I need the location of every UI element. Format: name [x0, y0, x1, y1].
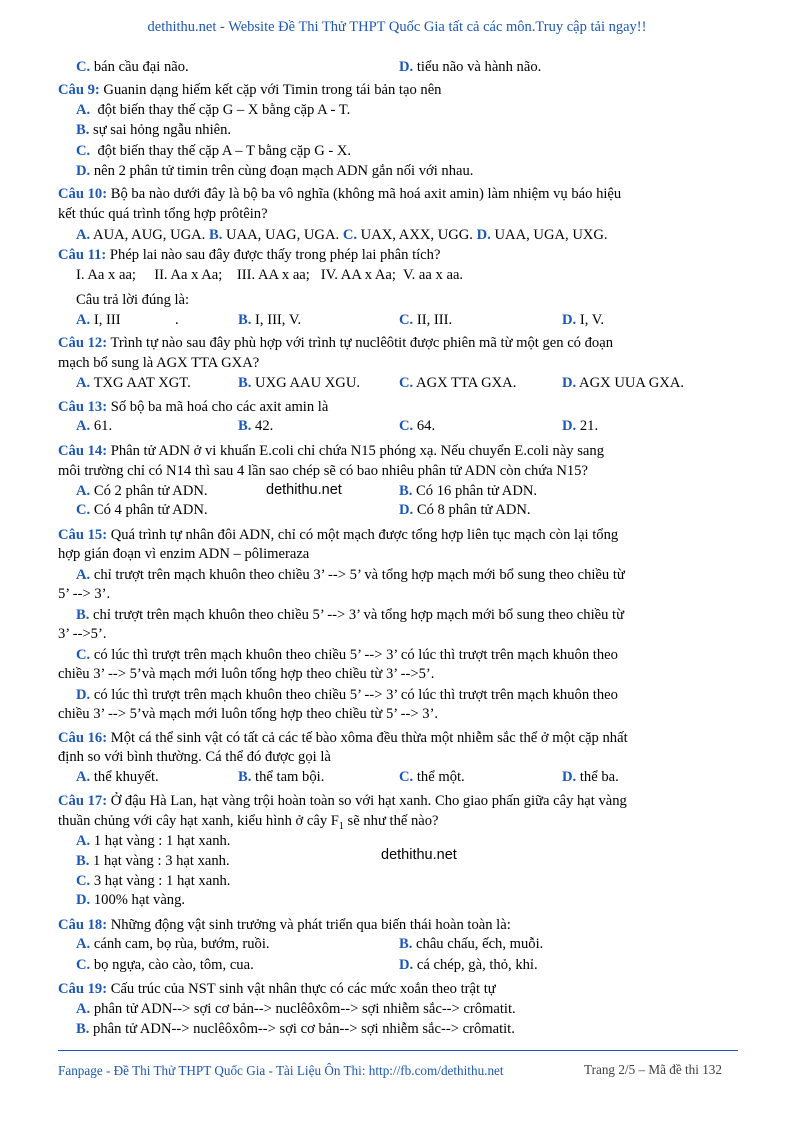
q11-stem [58, 245, 440, 265]
q14-a [76, 481, 208, 501]
q12-a [76, 373, 191, 393]
option-text: chỉ trượt trên mạch khuôn theo chiều 5’ --> 3’ và tổng hợp mạch mới bổ sung theo chiều từ [93, 607, 625, 623]
option-label: C. [76, 143, 91, 159]
option-label: D. [562, 312, 577, 328]
option-label: D. [562, 769, 577, 785]
option-label: B. [76, 607, 90, 623]
option-label: B. [209, 227, 223, 243]
question-number: Câu 17: [58, 793, 108, 809]
option-label: A. [76, 833, 91, 849]
q17-stem [58, 791, 627, 811]
option-label: B. [238, 375, 252, 391]
q12-stem-2: mạch bổ sung là AGX TTA GXA? [58, 355, 260, 371]
option-label: C. [76, 957, 91, 973]
q11-prompt: Câu trả lời đúng là: [76, 292, 190, 308]
option-label: B. [238, 769, 252, 785]
q17-c [76, 871, 230, 891]
q13-b [238, 416, 273, 436]
q9-d [76, 161, 473, 181]
question-number: Câu 11: [58, 247, 107, 263]
option-label: B. [399, 483, 413, 499]
page-header-link[interactable]: dethithu.net - Website Đề Thi Thử THPT Quốc Gia tất cả các môn.Truy cập tải ngay!! [147, 19, 647, 35]
option-text: phân tử ADN--> sợi cơ bản--> nuclêôxôm--> sợi nhiễm sắc--> crômatit. [93, 1001, 516, 1017]
option-text: 100% hạt vàng. [93, 892, 186, 908]
q11-a [76, 310, 121, 330]
q14-stem [58, 441, 604, 461]
option-label: A. [76, 312, 91, 328]
option-label: A. [76, 567, 91, 583]
option-label: A. [76, 418, 91, 434]
q11-a-dot: . [175, 312, 179, 328]
option-label: A. [76, 483, 91, 499]
q12-b [238, 373, 360, 393]
question-text: Ở đậu Hà Lan, hạt vàng trội hoàn toàn so với hạt xanh. Cho giao phấn giữa cây hạt vàng [110, 793, 627, 809]
question-number: Câu 10: [58, 186, 108, 202]
option-label: D. [476, 227, 491, 243]
option-text: TXG AAT XGT. [93, 375, 191, 391]
option-text: Có 16 phân tử ADN. [416, 483, 538, 499]
q13-stem [58, 397, 328, 417]
option-text: đột biến thay thế cặp A – T bằng cặp G - X. [97, 143, 352, 159]
option-text: thể ba. [579, 769, 619, 785]
question-text: Trình tự nào sau đây phù hợp với trình tự nuclêôtit được phiên mã từ một gen có đoạn [110, 335, 613, 351]
option-label: A. [76, 375, 91, 391]
option-text: II, III. [416, 312, 453, 328]
option-text: UXG AAU XGU. [255, 375, 361, 391]
q17-a [76, 831, 230, 851]
q8-option-c: bán cầu đại não. [93, 59, 189, 75]
q17-b [76, 851, 230, 871]
q18-d [399, 955, 538, 975]
option-text: Có 2 phân tử ADN. [93, 483, 208, 499]
footer-page-info: Trang 2/5 – Mã đề thi 132 [584, 1062, 722, 1077]
q15-a [76, 565, 625, 585]
option-text: UAA, UGA, UXG. [494, 227, 608, 243]
q16-stem-2: định so với bình thường. Cá thể đó được gọi là [58, 749, 331, 765]
q19-stem [58, 979, 496, 999]
q13-a [76, 416, 112, 436]
option-label: D. [399, 502, 414, 518]
option-text: AGX UUA GXA. [579, 375, 685, 391]
option-label: D. [562, 418, 577, 434]
question-number: Câu 14: [58, 443, 108, 459]
question-number: Câu 12: [58, 335, 108, 351]
option-text: châu chấu, ếch, muỗi. [416, 936, 544, 952]
question-text: Một cá thể sinh vật có tất cả các tế bào xôma đều thừa một nhiễm sắc thể ở một cặp nhất [110, 730, 628, 746]
q15-b-cont: 3’ -->5’. [58, 626, 107, 642]
q11-roman-options: I. Aa x aa; II. Aa x Aa; III. AA x aa; IV. AA x Aa; V. aa x aa. [76, 267, 464, 283]
option-label: C. [76, 873, 91, 889]
option-label: D. [562, 375, 577, 391]
question-text: Quá trình tự nhân đôi ADN, chỉ có một mạch được tổng hợp liên tục mạch còn lại tổng [110, 527, 619, 543]
q16-a [76, 767, 159, 787]
option-label: C. [399, 375, 414, 391]
option-label: A. [76, 936, 91, 952]
question-number: Câu 9: [58, 82, 100, 98]
q16-b [238, 767, 324, 787]
q9-a [76, 100, 350, 120]
q16-d [562, 767, 619, 787]
question-text: Bộ ba nào dưới đây là bộ ba vô nghĩa (không mã hoá axit amin) làm nhiệm vụ báo hiệu [110, 186, 622, 202]
option-label: B. [238, 312, 252, 328]
q9-stem [58, 80, 441, 100]
option-label: C. [342, 227, 358, 243]
q15-stem [58, 525, 618, 545]
q15-c-cont: chiều 3’ --> 5’và mạch mới luôn tổng hợp theo chiều từ 3’ -->5’. [58, 666, 435, 682]
option-text: cá chép, gà, thỏ, khỉ. [416, 957, 538, 973]
q19-a [76, 999, 516, 1019]
option-label: B. [238, 418, 252, 434]
q15-d [76, 685, 618, 705]
question-text: Số bộ ba mã hoá cho các axit amin là [110, 399, 329, 415]
question-text: Guanin dạng hiếm kết cặp với Timin trong tái bản tạo nên [103, 82, 442, 98]
q8-tail [76, 57, 189, 77]
q11-b [238, 310, 301, 330]
question-text: thuần chủng với cây hạt xanh, kiểu hình ở cây F [58, 813, 339, 829]
q10-stem-2: kết thúc quá trình tổng hợp prôtêin? [58, 206, 268, 222]
q8-option-d: tiểu não và hành não. [416, 59, 542, 75]
option-text: I, III [93, 312, 121, 328]
question-number: Câu 13: [58, 399, 108, 415]
q15-a-cont: 5’ --> 3’. [58, 586, 111, 602]
option-label: C. [76, 59, 91, 75]
option-label: C. [399, 769, 414, 785]
option-text: I, III, V. [255, 312, 302, 328]
question-text: Cấu trúc của NST sinh vật nhân thực có các mức xoắn theo trật tự [110, 981, 496, 997]
option-label: C. [76, 502, 91, 518]
option-label: C. [399, 418, 414, 434]
option-label: A. [76, 1001, 91, 1017]
option-text: phân tử ADN--> nuclêôxôm--> sợi cơ bản--> sợi nhiễm sắc--> crômatit. [93, 1021, 515, 1037]
option-label: B. [76, 1021, 90, 1037]
q16-c [399, 767, 465, 787]
option-text: thể một. [416, 769, 465, 785]
option-label: D. [399, 59, 414, 75]
q19-b [76, 1019, 515, 1039]
option-text: đột biến thay thế cặp G – X bằng cặp A - T. [97, 102, 351, 118]
option-label: A. [76, 102, 91, 118]
q13-c [399, 416, 435, 436]
q18-stem [58, 915, 511, 935]
option-label: B. [399, 936, 413, 952]
q18-b [399, 934, 543, 954]
q10-options [76, 225, 608, 245]
option-label: A. [76, 769, 91, 785]
q14-c [76, 500, 208, 520]
q14-d [399, 500, 531, 520]
option-text: UAA, UAG, UGA. [226, 227, 340, 243]
option-text: cánh cam, bọ rùa, bướm, ruồi. [93, 936, 270, 952]
option-text: sự sai hỏng ngẫu nhiên. [93, 122, 232, 138]
q12-stem [58, 333, 613, 353]
option-text: 1 hạt vàng : 3 hạt xanh. [93, 853, 230, 869]
option-label: D. [76, 892, 91, 908]
question-text: Những động vật sinh trưởng và phát triển qua biến thái hoàn toàn là: [110, 917, 511, 933]
option-text: AUA, AUG, UGA. [93, 227, 206, 243]
question-text: sẽ như thế nào? [343, 813, 439, 829]
option-text: AGX TTA GXA. [416, 375, 517, 391]
option-text: thể tam bội. [255, 769, 325, 785]
option-text: có lúc thì trượt trên mạch khuôn theo chiều 5’ --> 3’ có lúc thì trượt trên mạch khuôn theo [93, 687, 618, 703]
footer-fanpage-link[interactable]: Fanpage - Đề Thi Thử THPT Quốc Gia - Tài Liệu Ôn Thi: http://fb.com/dethithu.net [58, 1063, 504, 1078]
q11-c [399, 310, 452, 330]
option-text: 1 hạt vàng : 1 hạt xanh. [93, 833, 231, 849]
q13-d [562, 416, 598, 436]
option-text: bọ ngựa, cào cào, tôm, cua. [93, 957, 254, 973]
question-text: Phép lai nào sau đây được thấy trong phép lai phân tích? [109, 247, 441, 263]
footer-divider [58, 1050, 738, 1051]
q12-c [399, 373, 516, 393]
subscript: 1 [338, 820, 344, 832]
q17-d [76, 890, 185, 910]
q18-a [76, 934, 270, 954]
option-label: B. [76, 122, 90, 138]
q8-d [399, 57, 541, 77]
q10-stem [58, 184, 621, 204]
q14-b [399, 481, 537, 501]
q9-b [76, 120, 231, 140]
q9-c [76, 141, 351, 161]
option-text: 3 hạt vàng : 1 hạt xanh. [93, 873, 231, 889]
option-label: D. [76, 687, 91, 703]
option-text: UAX, AXX, UGG. [360, 227, 473, 243]
option-text: Có 4 phân tử ADN. [93, 502, 208, 518]
option-text: I, V. [579, 312, 605, 328]
watermark-text: dethithu.net [381, 847, 457, 863]
q15-c [76, 645, 618, 665]
option-text: Có 8 phân tử ADN. [416, 502, 531, 518]
option-text: có lúc thì trượt trên mạch khuôn theo chiều 5’ --> 3’ có lúc thì trượt trên mạch khuôn theo [93, 647, 618, 663]
question-number: Câu 16: [58, 730, 108, 746]
question-number: Câu 18: [58, 917, 108, 933]
option-text: 61. [93, 418, 113, 434]
question-number: Câu 19: [58, 981, 108, 997]
option-text: chỉ trượt trên mạch khuôn theo chiều 3’ --> 5’ và tổng hợp mạch mới bổ sung theo chiều từ [93, 567, 625, 583]
option-text: 64. [416, 418, 436, 434]
q15-d-cont: chiều 3’ --> 5’và mạch mới luôn tổng hợp theo chiều từ 5’ --> 3’. [58, 706, 439, 722]
option-text: thể khuyết. [93, 769, 159, 785]
option-label: C. [399, 312, 414, 328]
q16-stem [58, 728, 628, 748]
option-label: C. [76, 647, 91, 663]
option-label: A. [76, 227, 91, 243]
question-number: Câu 15: [58, 527, 108, 543]
q18-c [76, 955, 254, 975]
option-text: nên 2 phân tử timin trên cùng đoạn mạch ADN gắn nối với nhau. [93, 163, 474, 179]
option-label: D. [399, 957, 414, 973]
option-label: D. [76, 163, 91, 179]
q12-d [562, 373, 684, 393]
watermark-text: dethithu.net [266, 482, 342, 498]
option-text: 42. [255, 418, 274, 434]
q15-stem-2: hợp gián đoạn vì enzim ADN – pôlimeraza [58, 546, 310, 562]
option-text: 21. [579, 418, 599, 434]
question-text: Phân tử ADN ở vi khuẩn E.coli chỉ chứa N15 phóng xạ. Nếu chuyển E.coli này sang [110, 443, 604, 459]
q15-b [76, 605, 624, 625]
option-label: B. [76, 853, 90, 869]
q14-stem-2: môi trường chỉ có N14 thì sau 4 lần sao chép sẽ có bao nhiêu phân tử ADN còn chứa N15? [58, 463, 588, 479]
q11-d [562, 310, 604, 330]
